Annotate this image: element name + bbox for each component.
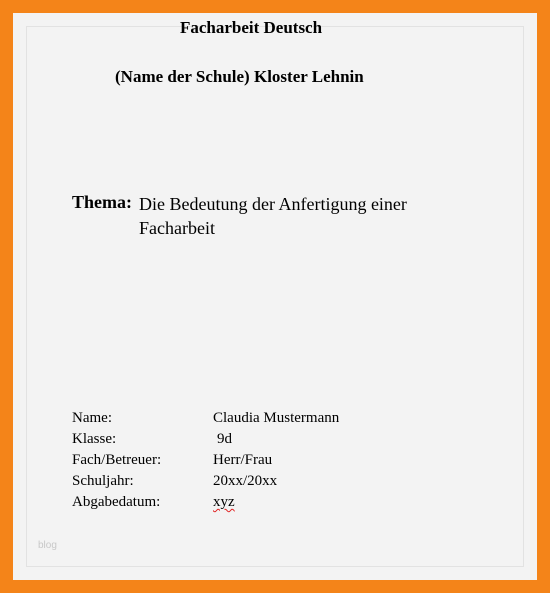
- watermark: blog: [38, 540, 57, 551]
- info-value: Claudia Mustermann: [213, 410, 340, 426]
- thema-text: [139, 192, 439, 240]
- info-label: Fach/Betreuer:: [72, 452, 162, 468]
- thema-line-1: Die Bedeutung der Anfertigung einer: [139, 194, 407, 214]
- info-label: Name:: [72, 410, 112, 426]
- info-row-fach: [72, 450, 472, 471]
- info-value: 9d: [217, 431, 232, 447]
- info-row-name: [72, 408, 472, 429]
- info-value-spellcheck: xyz: [213, 494, 235, 510]
- thema-line-2: Facharbeit: [139, 218, 215, 238]
- info-row-klasse: [72, 429, 472, 450]
- info-label: Abgabedatum:: [72, 494, 161, 510]
- info-label: Schuljahr:: [72, 473, 134, 489]
- info-value: Herr/Frau: [213, 452, 273, 468]
- thema-label: Thema:: [72, 192, 132, 212]
- school-name: (Name der Schule) Kloster Lehnin: [115, 67, 364, 86]
- info-label: Klasse:: [72, 431, 117, 447]
- info-value: 20xx/20xx: [213, 473, 278, 489]
- info-row-abgabedatum: [72, 492, 472, 513]
- info-row-schuljahr: [72, 471, 472, 492]
- document-title: Facharbeit Deutsch: [179, 18, 323, 37]
